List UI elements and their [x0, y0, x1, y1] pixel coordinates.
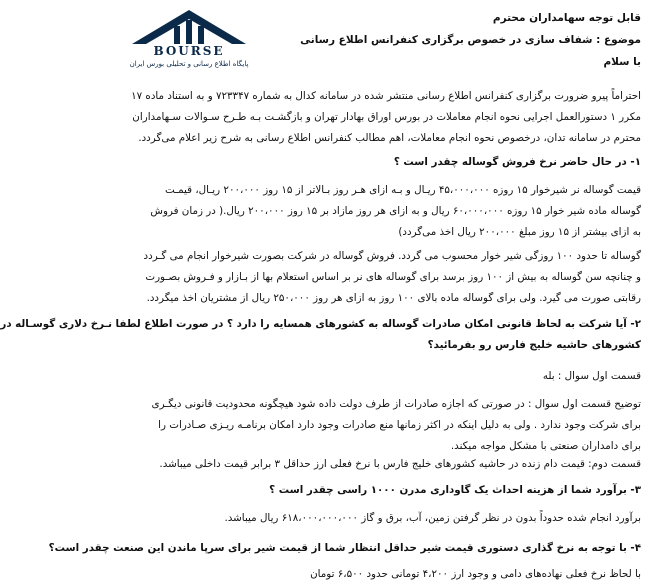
answer-line: با لحاظ نرخ فعلی نهاده‌های دامی و وجود ارز ۴،۲۰۰ تومانی حدود ۶،۵۰۰ تومان [310, 568, 641, 580]
subject-line: موضوع : شفاف سازی در خصوص برگزاری کنفرانس اطلاع رسانی [300, 34, 641, 46]
greeting-line: با سلام [603, 56, 641, 68]
answer-2-part1 [120, 366, 641, 387]
question-4-text: ۴- با توجه به نرخ گذاری دستوری قیمت شیر حداقل انتظار شما از قیمت شیر برای سرپا ماندن این صنعت چقدر است؟ [48, 542, 641, 554]
answer-line: برای شرکت وجود ندارد . ولی به دلیل اینکه در اکثر زمانها منع صادرات وجود دارد امکان برنامـه ریـزی صـادرات را [158, 419, 641, 431]
answer-line: قیمت گوساله نر شیرخوار ۱۵ روزه ۴۵،۰۰۰،۰۰۰ ریـال و بـه ازای هـر روز بـالاتر از ۱۵ روز ۲۰۰،۰۰۰ ریـال، قیمـت [164, 184, 641, 196]
question-2-text: ۲- آیا شرکت به لحاظ قانونی امکان صادرات گوساله به کشورهای همسایه را دارد ؟ در صورت اطلاع لطفا نـرخ دلاری گوسـاله در [0, 318, 641, 330]
intro-paragraph [120, 86, 641, 149]
answer-line: برای دامداران صنعتی با مشکل مواجه میکند. [450, 440, 641, 452]
answer-4 [120, 564, 641, 585]
logo-emblem-icon [114, 6, 264, 46]
intro-line: مکرر ۱ دستورالعمل اجرایی نحوه انجام معاملات در بورس اوراق بهادار تهران و بازگشـت بـه طـرح سـوالات سـهامداران [132, 111, 641, 123]
answer-2-part2 [120, 454, 641, 475]
answer-1-age [120, 246, 641, 309]
intro-line: احتراماً پیرو ضرورت برگزاری کنفرانس اطلاع رسانی منتشر شده در سامانه کدال به شماره ۷۲۳۳۴۷ و به استناد ماده ۱۷ [131, 90, 641, 102]
bourse-logo [114, 6, 264, 72]
question-2-text: کشورهای حاشیه خلیج فارس رو بفرمائید؟ [427, 339, 641, 351]
answer-line: به ازای بیشتر از ۱۵ روز مبلغ ۲۰۰،۰۰۰ ریال اخذ می‌گردد) [398, 226, 641, 238]
answer-line: گوساله ماده شیر خوار ۱۵ روزه ۶۰،۰۰۰،۰۰۰ ریال و به ازای هر روز مازاد بر ۱۵ روز ۲۰۰،۰۰۰ ریال.( در زمان فروش [150, 205, 641, 217]
answer-line: و چنانچه سن گوساله به بیش از ۱۰۰ روز برسد برای گوساله های نر بر اساس استعلام بها از بـازار و فـروش بصـورت [145, 271, 641, 283]
answer-line: قسمت اول سوال : بله [542, 370, 641, 382]
question-3 [120, 480, 641, 501]
question-4 [48, 538, 641, 559]
answer-2-explanation [120, 394, 641, 457]
answer-line: توضیح قسمت اول سوال : در صورتی که اجازه صادرات از طرف دولت داده شود هیچگونه محدودیت قانونی دیگـری [151, 398, 641, 410]
answer-1-price [120, 180, 641, 243]
answer-line: گوساله تا حدود ۱۰۰ روزگی شیر خوار محسوب می گردد. فروش گوساله در شرکت بصورت شیرخوار انجام می گـردد [143, 250, 641, 262]
question-1-text: ۱- در حال حاضر نرخ فروش گوساله چقدر است ؟ [393, 156, 641, 168]
addressee-line: قابل توجه سهامداران محترم [492, 12, 641, 24]
answer-line: قسمت دوم: قیمت دام زنده در حاشیه کشورهای خلیج فارس با نرخ فعلی ارز حداقل ۳ برابر قیمت داخلی میباشد. [159, 458, 641, 470]
answer-line: رقابتی صورت می گیرد. ولی برای گوساله ماده بالای ۱۰۰ روز به ازای هر روز ۲۵۰،۰۰۰ ریال از مشتریان اخذ میگردد. [146, 292, 641, 304]
logo-tagline: پایگاه اطلاع رسانی و تحلیلی بورس ایران [129, 60, 249, 68]
logo-brand-text: BOURSE [153, 44, 225, 58]
question-3-text: ۳- برآورد شما از هزینه احداث یک گاوداری مدرن ۱۰۰۰ راسی چقدر است ؟ [269, 484, 641, 496]
answer-line: برآورد انجام شده حدوداً بدون در نظر گرفتن زمین، آب، برق و گاز ۶۱۸،۰۰۰،۰۰۰،۰۰۰ ریال میباشد. [224, 512, 641, 524]
answer-3 [120, 508, 641, 529]
question-2 [0, 314, 641, 356]
question-1 [120, 152, 641, 173]
intro-line: محترم در سامانه تدان، درخصوص نحوه انجام معاملات، اهم مطالب کنفرانس اطلاع رسانی به شرح زیر اعلام می‌گردد. [138, 132, 641, 144]
